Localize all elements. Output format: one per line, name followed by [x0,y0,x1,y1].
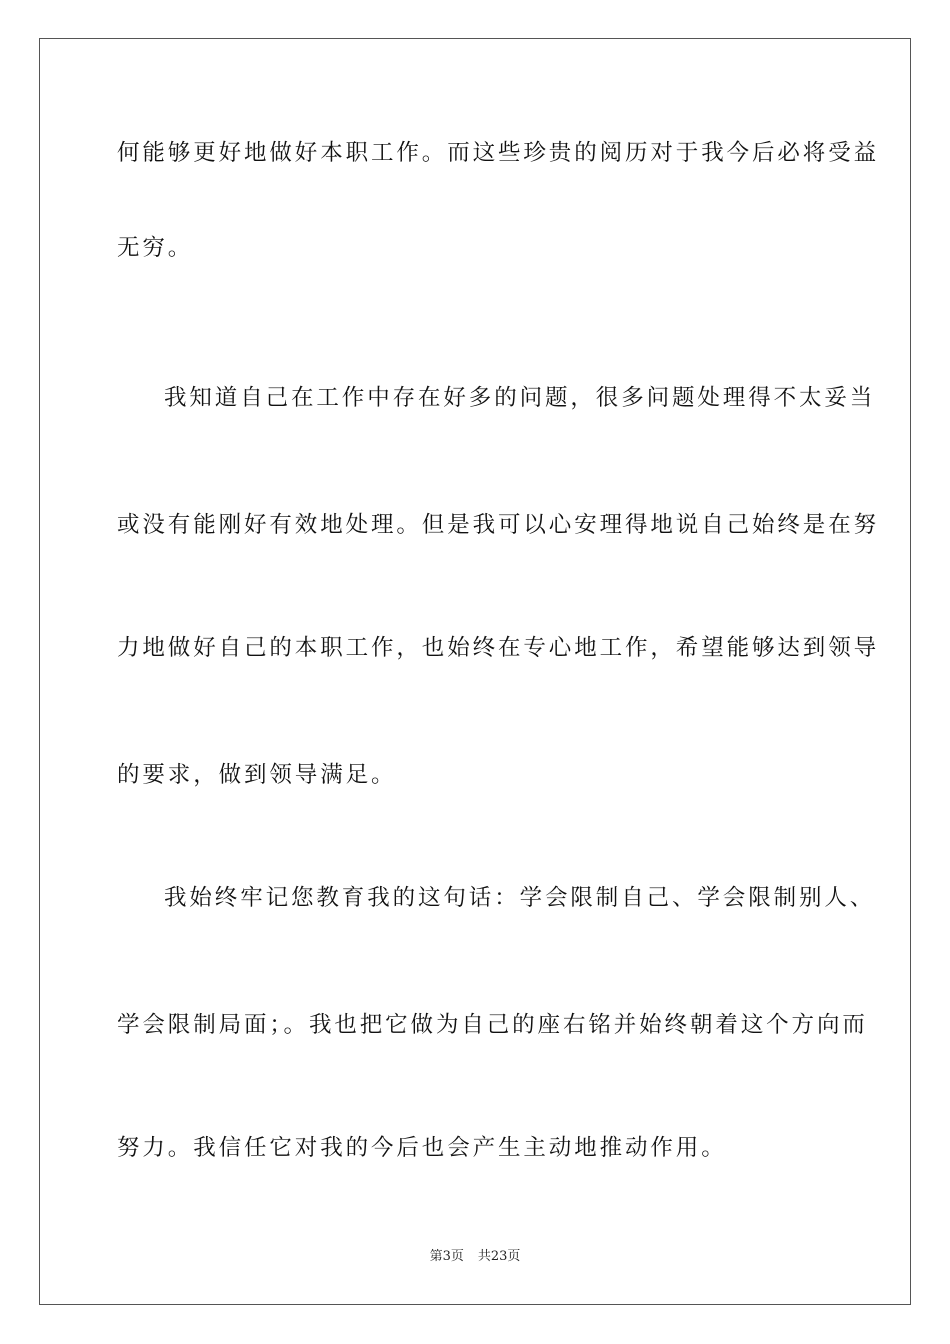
body-text-line: 或没有能刚好有效地处理。但是我可以心安理得地说自己始终是在努 [117,512,880,538]
body-text-line: 我始终牢记您教育我的这句话：学会限制自己、学会限制别人、 [164,885,876,911]
body-text-line: 学会限制局面；。我也把它做为自己的座右铭并始终朝着这个方向而 [117,1012,868,1038]
page-number: 第3页 [429,1249,464,1264]
page-footer [0,1248,950,1266]
body-text-line: 我知道自己在工作中存在好多的问题，很多问题处理得不太妥当 [164,385,876,411]
body-text-line: 无穷。 [117,235,194,261]
body-text-line: 力地做好自己的本职工作，也始终在专心地工作，希望能够达到领导 [117,635,880,661]
body-text-line: 的要求，做到领导满足。 [117,762,397,788]
page-total: 共23页 [477,1249,521,1264]
page-border [39,38,911,1305]
body-text-line: 何能够更好地做好本职工作。而这些珍贵的阅历对于我今后必将受益 [117,140,880,166]
body-text-line: 努力。我信任它对我的今后也会产生主动地推动作用。 [117,1135,727,1161]
